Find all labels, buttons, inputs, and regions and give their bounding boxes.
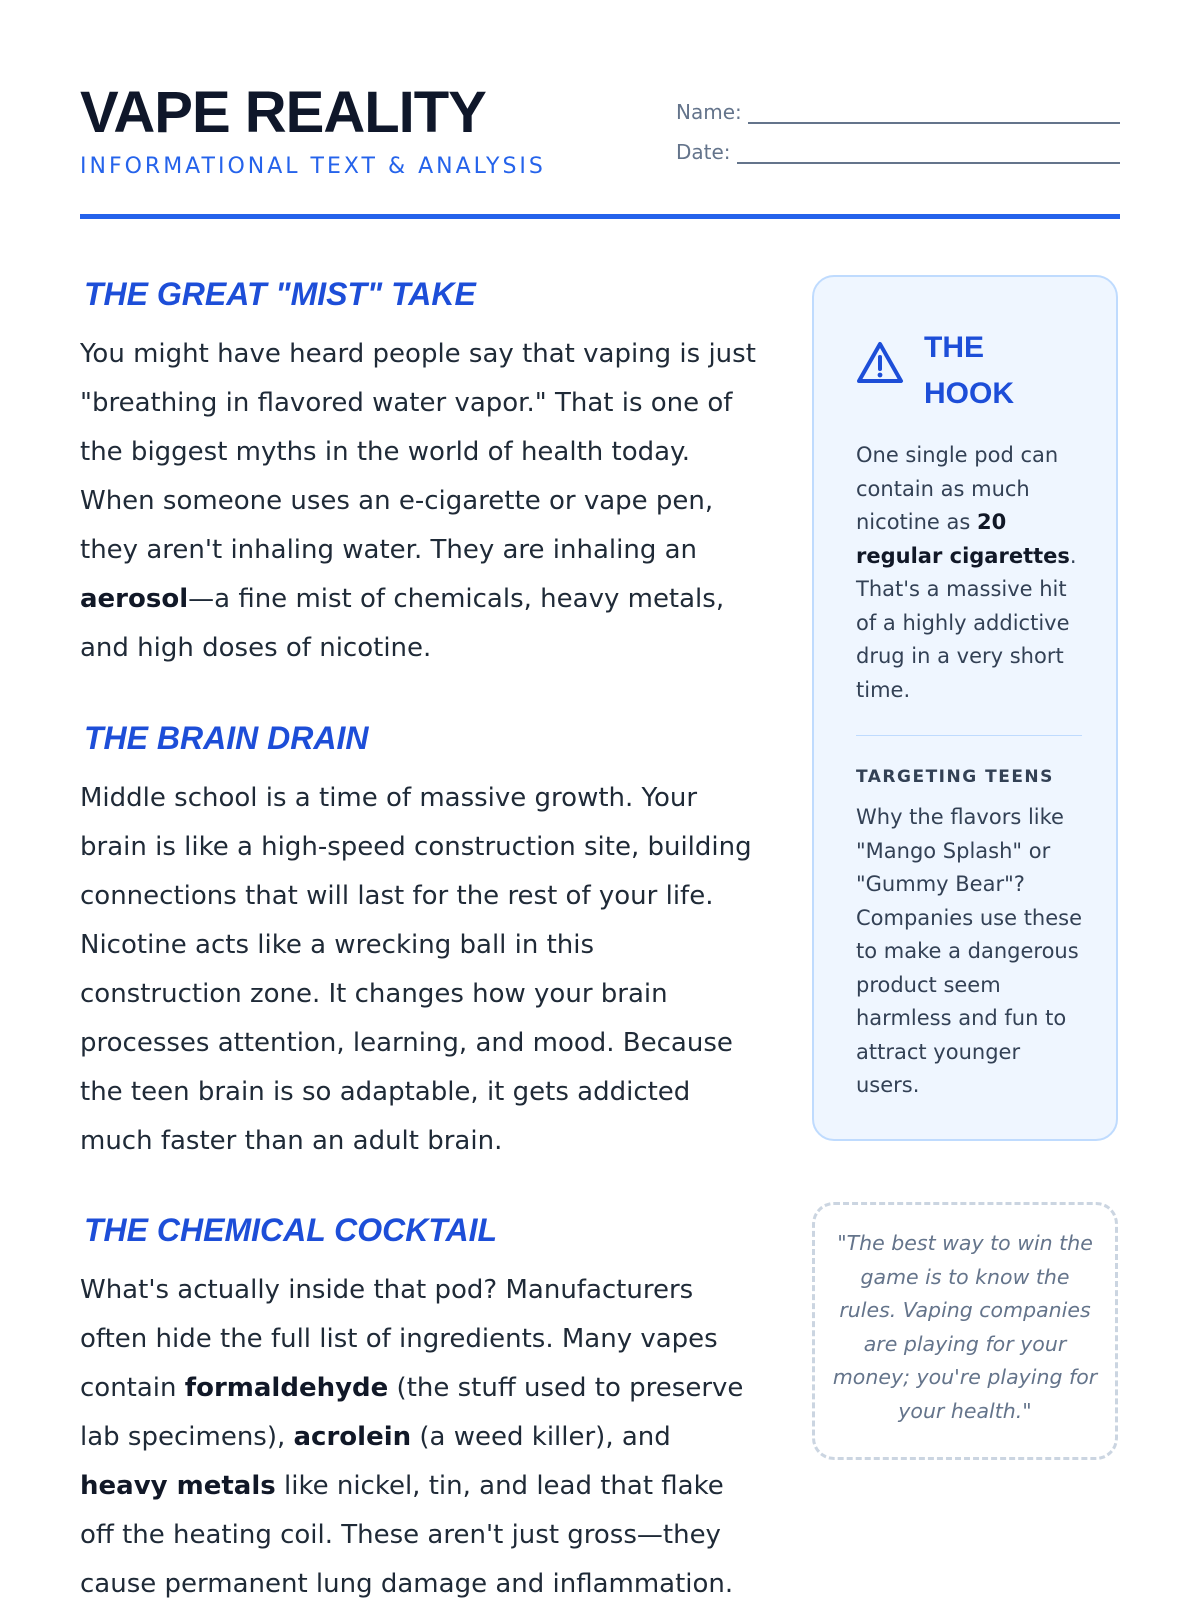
name-blank-line[interactable] <box>748 104 1120 124</box>
student-fields <box>676 84 1120 164</box>
key-term: aerosol <box>80 584 189 614</box>
section-body: You might have heard people say that vaping is just "breathing in flavored water vapor." That is one of the biggest myths in the world of health today. When someone uses an e-cigarette or vape pen, they aren't inhaling water. They are inhaling an aerosol—a fine mist of chemicals, heavy metals, and high doses of nicotine. <box>80 339 756 663</box>
section-body: Middle school is a time of massive growth. Your brain is like a high-speed construction site, building connections that will last for the rest of your life. Nicotine acts like a wrecking ball in this construction zone. It changes how your brain processes attention, learning, and mood. Because the teen brain is so adaptable, it gets addicted much faster than an adult brain. <box>80 783 752 1156</box>
header-divider <box>80 214 1120 219</box>
section-chemical-cocktail <box>80 1214 760 1609</box>
key-term: formaldehyde <box>184 1373 389 1403</box>
date-blank-line[interactable] <box>737 144 1120 164</box>
key-term: heavy metals <box>80 1471 276 1501</box>
hook-heading <box>856 325 1096 425</box>
hook-sidebar <box>812 275 1118 1141</box>
section-mist-take <box>80 278 760 673</box>
name-label: Name: <box>676 100 742 124</box>
section-brain-drain <box>80 722 760 1166</box>
hook-title: THE HOOK <box>924 331 1014 410</box>
worksheet-header <box>80 80 1120 220</box>
sidebar-divider <box>856 735 1082 736</box>
section-title: THE GREAT "MIST" TAKE <box>84 276 476 312</box>
quote-box <box>812 1202 1118 1460</box>
name-field[interactable] <box>676 84 1120 124</box>
page-subtitle: INFORMATIONAL TEXT & ANALYSIS <box>80 154 546 179</box>
warning-triangle-icon <box>856 341 904 385</box>
section-title: THE CHEMICAL COCKTAIL <box>84 1212 498 1248</box>
page-title: VAPE REALITY <box>80 80 486 145</box>
teens-heading: TARGETING TEENS <box>856 767 1054 787</box>
section-title: THE BRAIN DRAIN <box>84 720 369 756</box>
key-term: acrolein <box>293 1422 412 1452</box>
date-label: Date: <box>676 140 731 164</box>
section-body: What's actually inside that pod? Manufacturers often hide the full list of ingredients. Many vapes contain formaldehyde (the stuff used to preserve lab specimens), acrolein (a weed killer), and heavy metals like nickel, tin, and lead that flake off the heating coil. These aren't just gross—they cause permanent lung damage and inflammation. <box>80 1275 744 1599</box>
date-field[interactable] <box>676 124 1120 164</box>
quote-text: "The best way to win the game is to know the rules. Vaping companies are playing for your money; you're playing for your health." <box>832 1231 1098 1423</box>
key-fact: 20 regular cigarettes <box>856 510 1070 568</box>
teens-text: Why the flavors like "Mango Splash" or "Gummy Bear"? Companies use these to make a dangerous product seem harmless and fun to attract younger users. <box>856 805 1083 1097</box>
hook-text: One single pod can contain as much nicotine as 20 regular cigarettes. That's a massive hit of a highly addictive drug in a very short time. <box>856 443 1077 702</box>
